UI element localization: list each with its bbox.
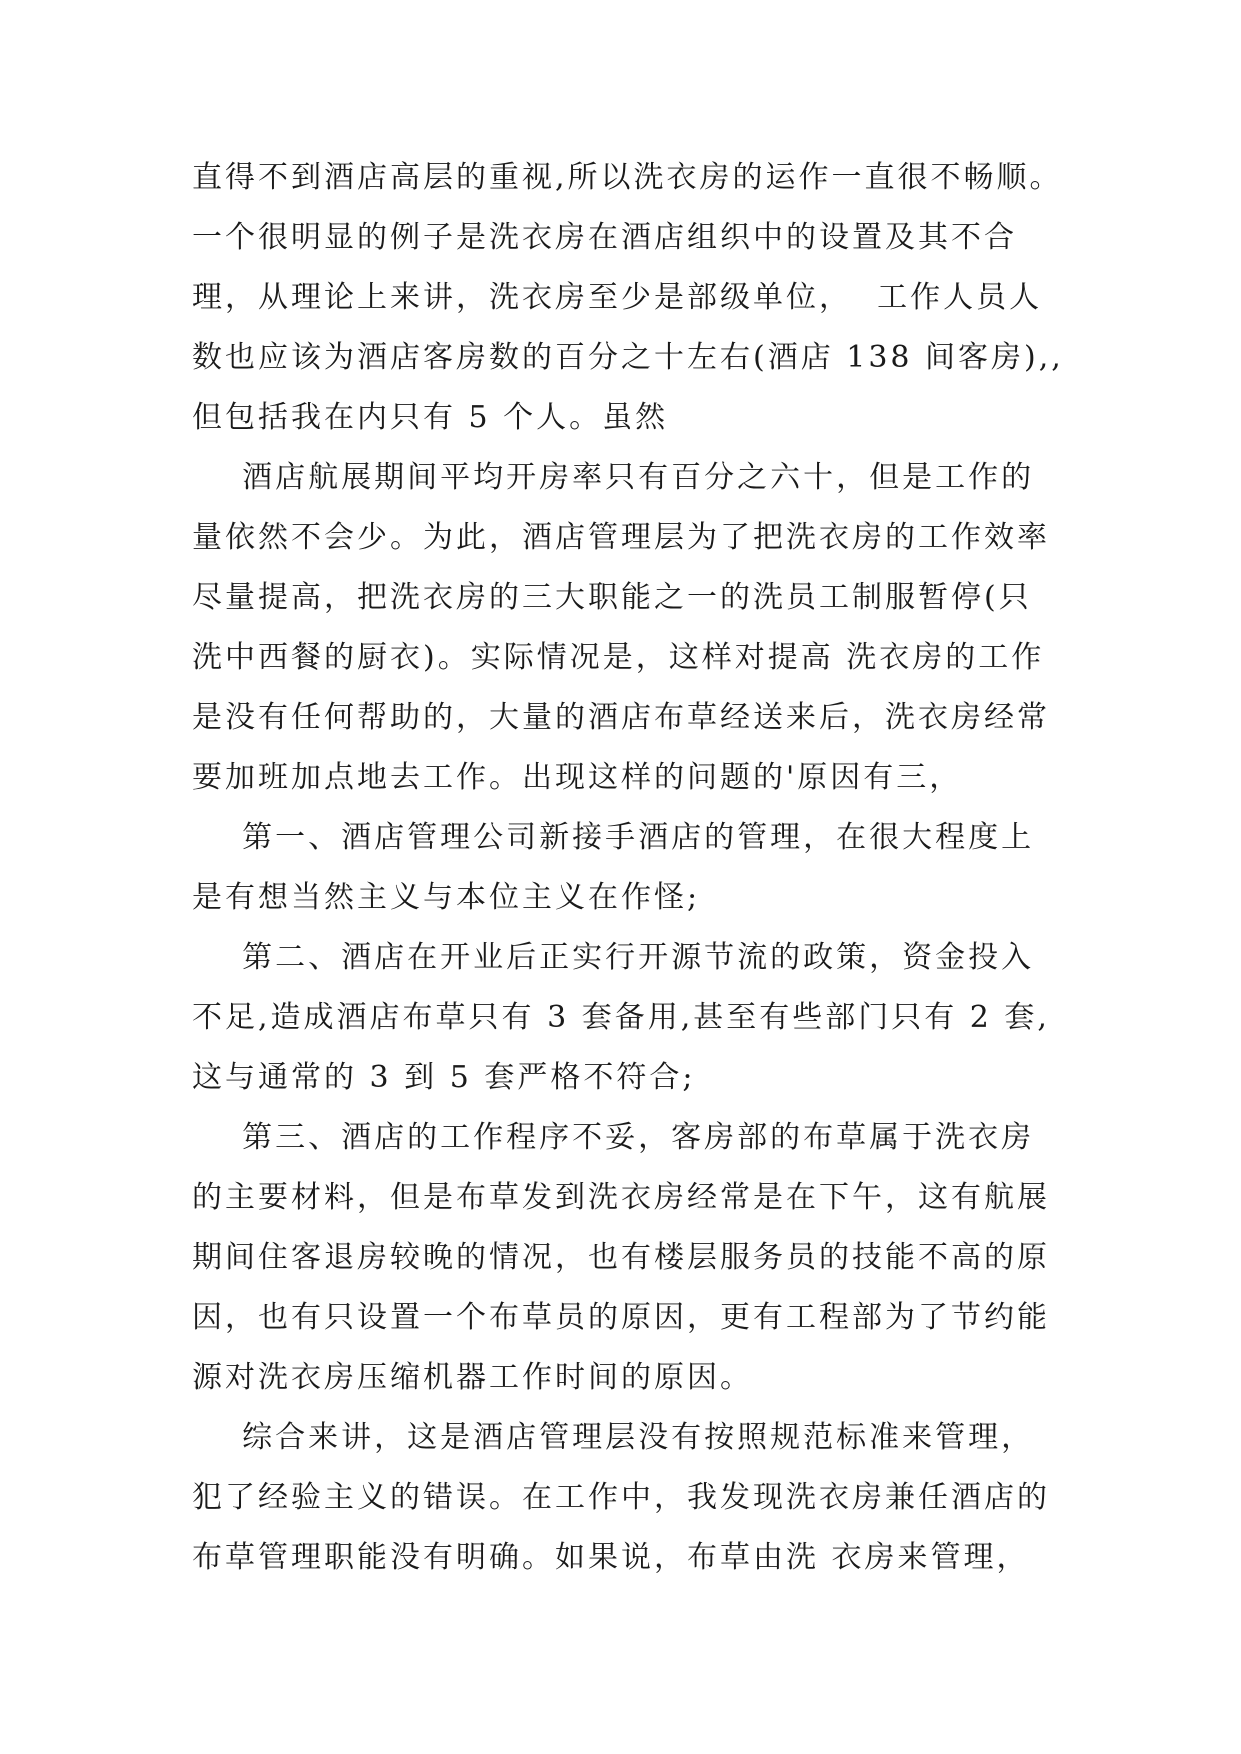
body-text xyxy=(192,148,1092,1588)
text-line: 量依然不会少。为此，酒店管理层为了把洗衣房的工作效率 xyxy=(192,520,1050,555)
text-line: 不足,造成酒店布草只有 3 套备用,甚至有些部门只有 2 套, xyxy=(192,1000,1050,1035)
text-line: 因，也有只设置一个布草员的原因，更有工程部为了节约能 xyxy=(192,1300,1050,1335)
text-line: 酒店航展期间平均开房率只有百分之六十，但是工作的 xyxy=(192,460,1035,495)
text-line: 期间住客退房较晚的情况，也有楼层服务员的技能不高的原 xyxy=(192,1240,1050,1275)
text-line: 数也应该为酒店客房数的百分之十左右(酒店 138 间客房),, xyxy=(192,340,1064,375)
text-line: 直得不到酒店高层的重视,所以洗衣房的运作一直很不畅顺。 xyxy=(192,160,1063,195)
text-line: 第二、酒店在开业后正实行开源节流的政策，资金投入 xyxy=(192,940,1035,975)
text-line: 第一、酒店管理公司新接手酒店的管理，在很大程度上 xyxy=(192,820,1035,855)
text-line: 是有想当然主义与本位主义在作怪; xyxy=(192,880,701,915)
text-line: 综合来讲，这是酒店管理层没有按照规范标准来管理， xyxy=(192,1420,1035,1455)
text-line: 布草管理职能没有明确。如果说，布草由洗 衣房来管理， xyxy=(192,1540,1030,1575)
text-line: 尽量提高，把洗衣房的三大职能之一的洗员工制服暂停(只 xyxy=(192,580,1032,615)
text-line: 但包括我在内只有 5 个人。虽然 xyxy=(192,400,669,435)
text-line: 理，从理论上来讲，洗衣房至少是部级单位， 工作人员人 xyxy=(192,280,1043,315)
text-line: 这与通常的 3 到 5 套严格不符合; xyxy=(192,1060,696,1095)
text-line: 洗中西餐的厨衣)。实际情况是，这样对提高 洗衣房的工作 xyxy=(192,640,1045,675)
text-line: 第三、酒店的工作程序不妥，客房部的布草属于洗衣房 xyxy=(192,1120,1035,1155)
text-line: 是没有任何帮助的，大量的酒店布草经送来后，洗衣房经常 xyxy=(192,700,1050,735)
text-line: 犯了经验主义的错误。在工作中，我发现洗衣房兼任酒店的 xyxy=(192,1480,1050,1515)
text-line: 要加班加点地去工作。出现这样的问题的'原因有三， xyxy=(192,760,963,795)
text-line: 一个很明显的例子是洗衣房在酒店组织中的设置及其不合 xyxy=(192,220,1017,255)
text-line: 源对洗衣房压缩机器工作时间的原因。 xyxy=(192,1360,753,1395)
text-line: 的主要材料，但是布草发到洗衣房经常是在下午，这有航展 xyxy=(192,1180,1050,1215)
